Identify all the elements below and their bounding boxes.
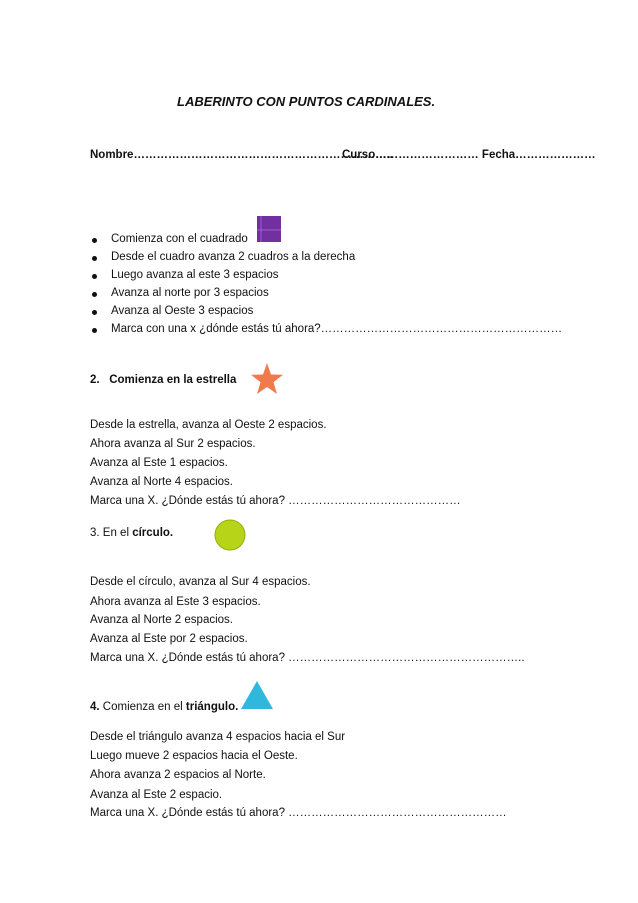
section4-line: Avanza al Este 2 espacio. xyxy=(90,789,223,801)
triangle-icon xyxy=(240,680,274,710)
section3-title: círculo. xyxy=(132,527,174,539)
section3-prefix: 3. En el xyxy=(90,527,129,539)
section2-line: Ahora avanza al Sur 2 espacios. xyxy=(90,438,256,450)
purple-square-icon xyxy=(257,216,281,242)
section3-line: Avanza al Norte 2 espacios. xyxy=(90,614,233,626)
section4-prefix: Comienza en el xyxy=(102,701,183,713)
section4-title: triángulo. xyxy=(185,701,239,713)
section3-line: Avanza al Este por 2 espacios. xyxy=(90,633,248,645)
name-field: Nombre………………………………………………………….. xyxy=(90,149,393,161)
section2-title: Comienza en la estrella xyxy=(109,374,237,386)
section2-number: 2. xyxy=(90,374,100,386)
section3-line: Desde el círculo, avanza al Sur 4 espacios. xyxy=(90,576,311,588)
section3-line: Ahora avanza al Este 3 espacios. xyxy=(90,596,261,608)
section2-line: Avanza al Este 1 espacios. xyxy=(90,457,228,469)
section4-line: Ahora avanza 2 espacios al Norte. xyxy=(90,769,266,781)
section2-line: Desde la estrella, avanza al Oeste 2 espacios. xyxy=(90,419,327,431)
section2-heading xyxy=(90,374,236,386)
section4-heading xyxy=(90,701,238,713)
section2-line: Marca una X. ¿Dónde estás tú ahora? ……………………………………… xyxy=(90,495,461,507)
section3-line: Marca una X. ¿Dónde estás tú ahora? …………………………………………………….. xyxy=(90,652,525,664)
course-date-field: Curso……………………… Fecha………………… xyxy=(342,149,596,161)
section3-heading xyxy=(90,527,173,539)
star-icon xyxy=(250,362,284,396)
section4-number: 4. xyxy=(90,701,100,713)
section4-line: Desde el triángulo avanza 4 espacios hacia el Sur xyxy=(90,731,346,743)
page-title: LABERINTO CON PUNTOS CARDINALES. xyxy=(177,94,436,109)
section4-line: Luego mueve 2 espacios hacia el Oeste. xyxy=(90,750,298,762)
section4-line: Marca una X. ¿Dónde estás tú ahora? ………………………………………………… xyxy=(90,807,507,819)
section2-line: Avanza al Norte 4 espacios. xyxy=(90,476,233,488)
circle-icon xyxy=(214,519,246,551)
